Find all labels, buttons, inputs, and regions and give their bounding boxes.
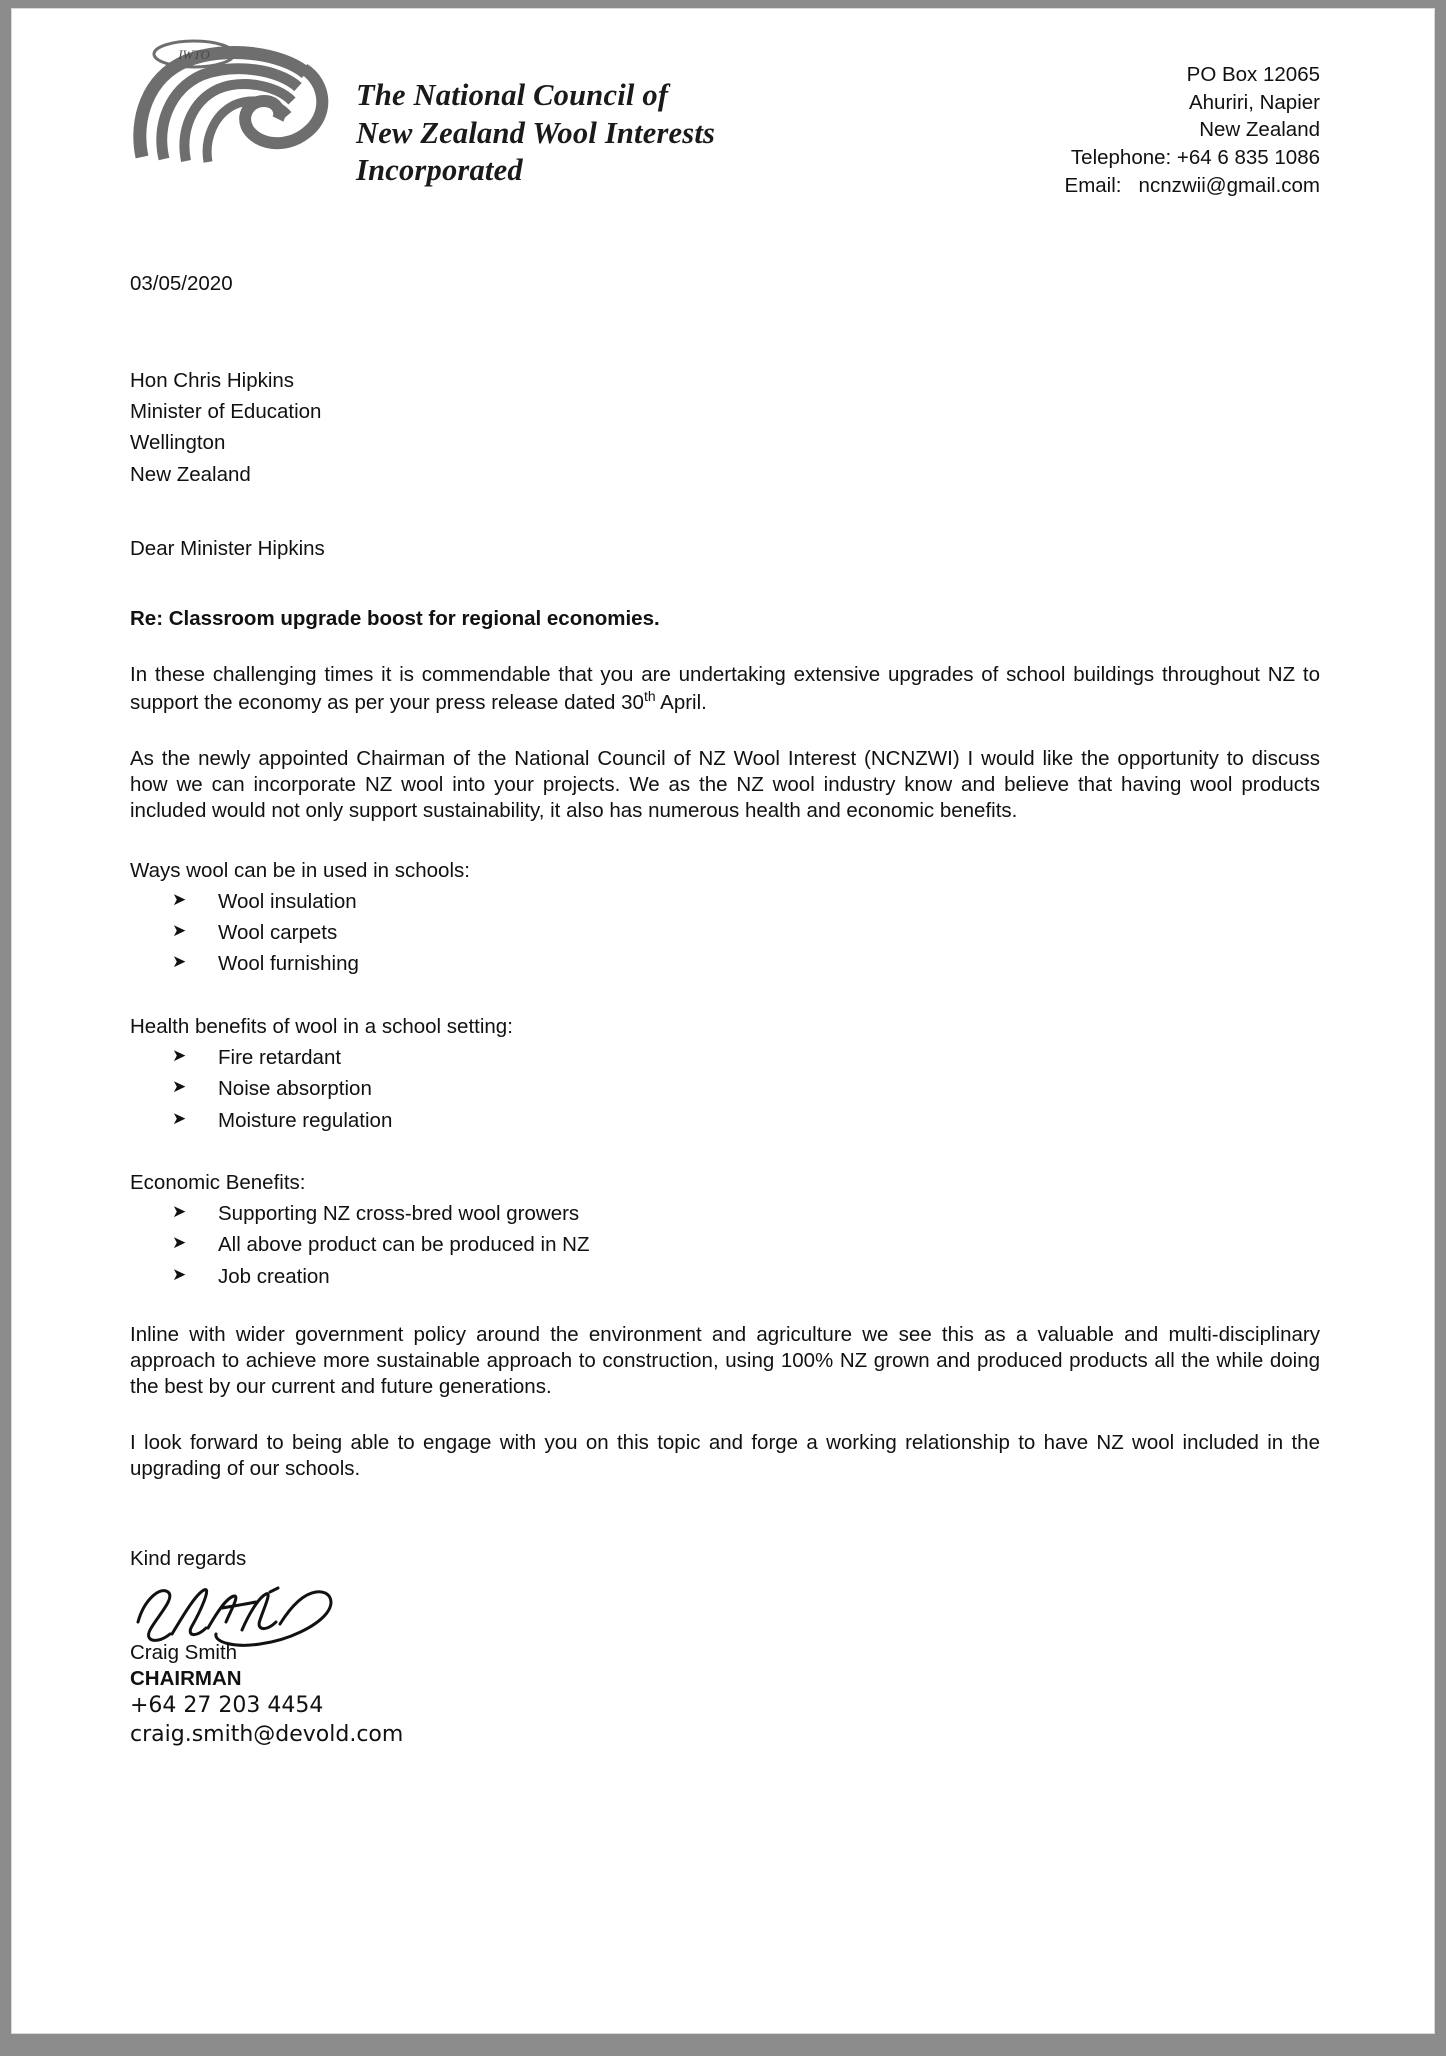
list-item: ➤ Noise absorption: [130, 1073, 1320, 1104]
recipient-country: New Zealand: [130, 462, 251, 486]
paragraph-2: As the newly appointed Chairman of the National Council of NZ Wool Interest (NCNZWI) I would like the opportunity to discuss how we can incorporate NZ wool into your projects. We as the NZ wool industry know and believe that having wool products included would not only support sustainability, it also has numerous health and economic benefits.: [130, 746, 1320, 822]
recipient-address: [130, 365, 1320, 490]
closing: Kind regards: [130, 1547, 247, 1571]
list-item: ➤ Wool furnishing: [130, 948, 1320, 979]
contact-line-city: Ahuriri, Napier: [1188, 90, 1320, 114]
list-2-heading: Health benefits of wool in a school setting:: [130, 1014, 513, 1038]
paragraph-1: [130, 662, 1320, 716]
list-item: ➤ Moisture regulation: [130, 1105, 1320, 1136]
contact-line-email: Email: ncnzwii@gmail.com: [1064, 173, 1320, 197]
signer-email: craig.smith@devold.com: [130, 1721, 404, 1747]
letterhead: [130, 39, 1320, 199]
paragraph-1-ordinal: th: [643, 687, 656, 704]
list-item: ➤ All above product can be produced in NZ: [130, 1229, 1320, 1260]
paragraph-1-text-a: In these challenging times it is commendable that you are undertaking extensive upgrades of school buildings throughout NZ to support the economy as per your press release dated 30: [130, 662, 1320, 714]
subject-line: Re: Classroom upgrade boost for regional economies.: [130, 606, 660, 630]
salutation: Dear Minister Hipkins: [130, 536, 325, 560]
paragraph-1-text-b: April.: [655, 690, 707, 714]
signer-phone: +64 27 203 4454: [130, 1693, 324, 1719]
organisation-name: [356, 39, 715, 190]
organisation-name-line3: Incorporated: [356, 153, 523, 187]
recipient-city: Wellington: [130, 431, 226, 455]
letter-content: [12, 9, 1435, 2034]
paragraph-4: I look forward to being able to engage with you on this topic and forge a working relationship to have NZ wool included in the upgrading of our schools.: [130, 1431, 1320, 1481]
list-3-heading: Economic Benefits:: [130, 1170, 306, 1194]
list-item: ➤ Fire retardant: [130, 1042, 1320, 1073]
organisation-name-line2: New Zealand Wool Interests: [356, 115, 716, 150]
list-health-benefits: [130, 1042, 1320, 1136]
contact-line-po-box: PO Box 12065: [1186, 63, 1320, 86]
signer-name: Craig Smith: [130, 1641, 238, 1665]
list-ways-wool-used: [130, 886, 1320, 980]
list-item: ➤ Supporting NZ cross-bred wool growers: [130, 1198, 1320, 1229]
contact-details: [1065, 39, 1320, 199]
list-item: ➤ Wool carpets: [130, 917, 1320, 948]
recipient-title: Minister of Education: [130, 400, 322, 424]
list-item: ➤ Job creation: [130, 1261, 1320, 1292]
logo-block: [130, 39, 715, 190]
list-economic-benefits: [130, 1198, 1320, 1292]
paragraph-3: Inline with wider government policy around the environment and agriculture we see this as a valuable and multi-disciplinary approach to achieve more sustainable approach to construction, using 100% NZ grown and produced products all the while doing the best by our current and future generations.: [130, 1323, 1320, 1399]
letter-body: [130, 271, 1320, 1749]
letter-date: 03/05/2020: [130, 272, 233, 295]
list-1-heading: Ways wool can be in used in schools:: [130, 858, 470, 882]
letter-page: [11, 8, 1435, 2034]
svg-text:IWTO: IWTO: [178, 47, 210, 62]
signer-role: CHAIRMAN: [130, 1667, 242, 1691]
organisation-name-line1: The National Council of: [356, 78, 669, 112]
recipient-name: Hon Chris Hipkins: [130, 369, 295, 393]
list-item: ➤ Wool insulation: [130, 886, 1320, 917]
contact-line-country: New Zealand: [1199, 118, 1320, 142]
contact-line-telephone: Telephone: +64 6 835 1086: [1070, 146, 1320, 170]
ncnzwi-logo-icon: [130, 39, 342, 177]
